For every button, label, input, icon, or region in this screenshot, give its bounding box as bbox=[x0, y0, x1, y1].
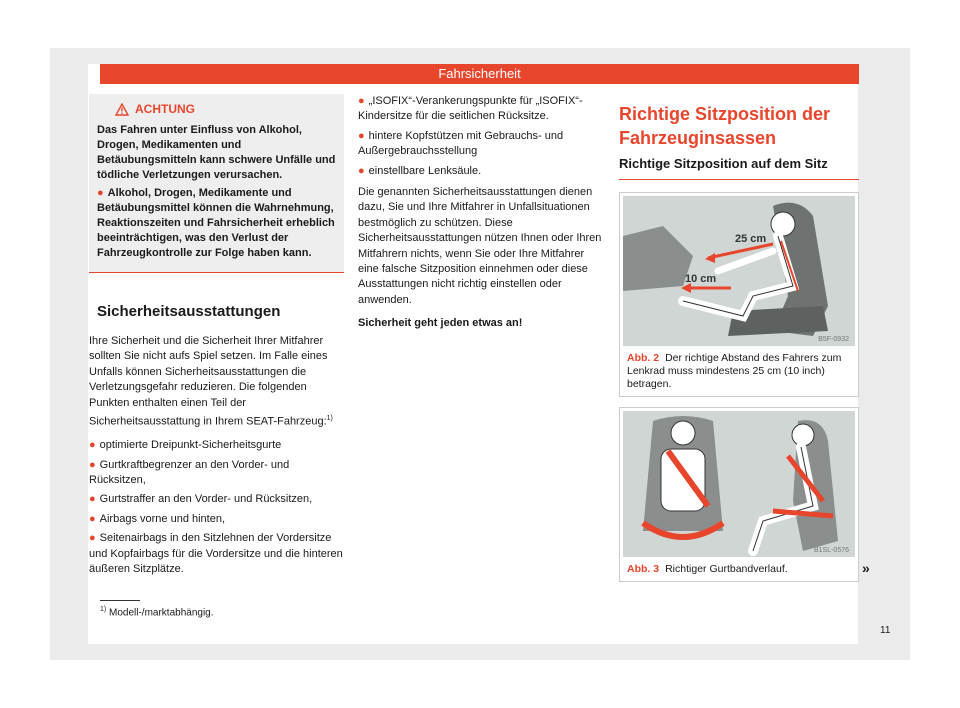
safety-paragraph: Die genannten Sicherheitsausstattungen dienen dazu, Sie und Ihre Mitfahrer in Unfallsituationen bestmöglich zu schützen. Diese Sicherheitsausstattungen nützen Ihnen oder Ihren Mitfahrern nichts, wenn Sie oder Ihre Mitfahrer eine falsche Sitzposition einnehmen oder diese Ausstattungen nicht richtig einstellen oder anwenden. bbox=[358, 186, 602, 306]
bullet-dot: ● bbox=[358, 129, 365, 142]
list-item-text: Gurtkraftbegrenzer an den Vorder- und Rücksitzen, bbox=[89, 458, 290, 486]
list-item bbox=[358, 129, 604, 160]
column-right bbox=[619, 94, 859, 592]
section-heading-safety: Sicherheitsausstattungen bbox=[97, 303, 281, 320]
figure-driver-distance bbox=[619, 192, 859, 397]
list-item bbox=[358, 164, 604, 179]
warning-intro: Das Fahren unter Einfluss von Alkohol, Drogen, Medikamenten und Betäubungsmitteln kann schwere Unfälle und tödliche Verletzungen verursachen. bbox=[97, 124, 336, 181]
bullet-dot: ● bbox=[358, 164, 365, 177]
warning-box bbox=[89, 94, 344, 273]
warning-bullet-text: Alkohol, Drogen, Medikamente und Betäubungsmittel können die Wahrnehmung, Reaktionszeiten und Fahrsicherheit erheblich beeinträchtigen, was den Verlust der Fahrzeugkontrolle zur Folge haben kann. bbox=[97, 187, 335, 259]
warning-bullet-item bbox=[97, 186, 336, 261]
distance-label-10cm: 10 cm bbox=[685, 273, 717, 285]
section-subheading: Richtige Sitzposition auf dem Sitz bbox=[619, 156, 859, 180]
list-item bbox=[89, 438, 344, 453]
list-item bbox=[89, 531, 344, 577]
list-item-text: Airbags vorne und hinten, bbox=[99, 512, 226, 525]
figure-caption bbox=[623, 557, 855, 578]
section-intro-text: Ihre Sicherheit und die Sicherheit Ihrer Mitfahrer sollten Sie nicht aufs Spiel setzen. Im Falle eines Unfalls können Sicherheitsausstattungen die Verletzungsgefahr reduzieren. Die folgenden Punkten enthalten einen Teil der Sicherheitsausstattung in Ihrem SEAT-Fahrzeug: bbox=[89, 335, 328, 428]
figure-belt-routing bbox=[619, 407, 859, 582]
footnote-marker: 1) bbox=[100, 606, 107, 613]
page-header: Fahrsicherheit bbox=[100, 64, 859, 84]
footnote bbox=[100, 606, 214, 618]
bullet-dot: ● bbox=[358, 95, 365, 107]
section-heading-seating: Richtige Sitzposition der Fahrzeuginsassen bbox=[619, 104, 831, 148]
section-intro bbox=[89, 334, 344, 430]
bullet-dot: ● bbox=[89, 439, 96, 452]
figure-label: Abb. 3 bbox=[627, 563, 660, 575]
column-middle bbox=[358, 94, 604, 340]
footnote-ref: 1) bbox=[326, 415, 333, 423]
list-item-text: einstellbare Lenksäule. bbox=[368, 164, 482, 177]
figure-image bbox=[623, 411, 855, 557]
safety-slogan: Sicherheit geht jeden etwas an! bbox=[358, 317, 523, 330]
figure-code: B5F-0932 bbox=[818, 336, 849, 343]
figure-code: B1SL-0576 bbox=[813, 547, 849, 554]
safety-feature-list bbox=[89, 438, 344, 577]
continue-mark: » bbox=[862, 560, 870, 576]
list-item-text: „ISOFIX“-Verankerungspunkte für „ISOFIX“-Kindersitze für die seitlichen Rücksitze. bbox=[358, 95, 583, 123]
figure-label: Abb. 2 bbox=[627, 352, 660, 364]
bullet-dot: ● bbox=[97, 187, 104, 199]
safety-feature-list-continued bbox=[358, 94, 604, 179]
warning-label: ACHTUNG bbox=[135, 102, 195, 116]
footnote-divider bbox=[100, 600, 140, 601]
list-item-text: optimierte Dreipunkt-Sicherheitsgurte bbox=[99, 439, 282, 452]
bullet-dot: ● bbox=[89, 493, 96, 506]
list-item bbox=[89, 492, 344, 507]
list-item-text: Seitenairbags in den Sitzlehnen der Vordersitze und Kopfairbags für die Vordersitze und die hinteren äußeren Sitzplätze. bbox=[89, 532, 343, 575]
bullet-dot: ● bbox=[89, 458, 96, 471]
list-item-text: hintere Kopfstützen mit Gebrauchs- und Außergebrauchsstellung bbox=[358, 129, 564, 158]
warning-header bbox=[115, 102, 336, 116]
figure-caption-text: Richtiger Gurtbandverlauf. bbox=[665, 563, 788, 575]
bullet-dot: ● bbox=[89, 512, 96, 525]
distance-label-25cm: 25 cm bbox=[735, 233, 767, 245]
list-item-text: Gurtstraffer an den Vorder- und Rücksitzen, bbox=[99, 493, 313, 506]
list-item bbox=[89, 512, 344, 527]
list-item bbox=[358, 94, 604, 125]
figure-image bbox=[623, 196, 855, 346]
bullet-dot: ● bbox=[89, 532, 96, 545]
list-item bbox=[89, 458, 344, 489]
page-number: 11 bbox=[880, 625, 891, 636]
footnote-text: Modell-/marktabhängig. bbox=[109, 607, 214, 619]
driver-seat-illustration bbox=[623, 196, 855, 346]
figure-caption-text: Der richtige Abstand des Fahrers zum Lenkrad muss mindestens 25 cm (10 inch) betragen. bbox=[627, 352, 842, 390]
column-left bbox=[89, 94, 344, 581]
belt-routing-illustration bbox=[623, 411, 855, 557]
warning-triangle-icon bbox=[115, 103, 129, 116]
figure-caption bbox=[623, 346, 855, 393]
